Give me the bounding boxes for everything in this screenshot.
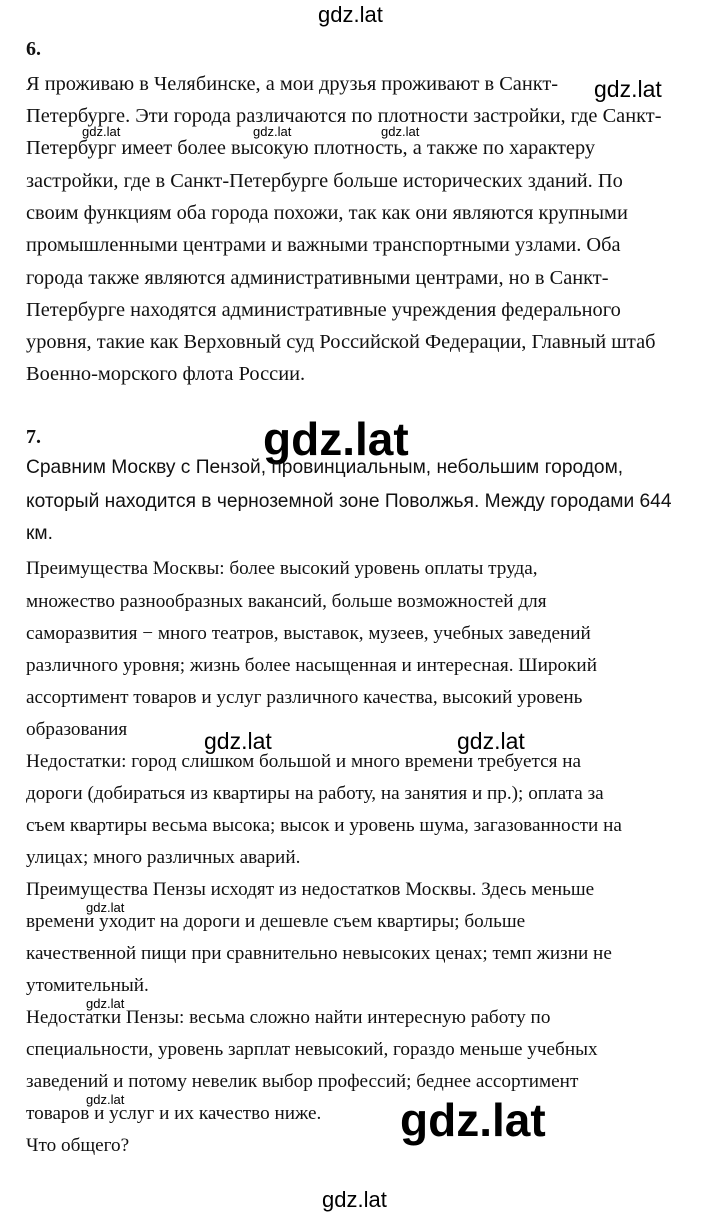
section-7-number: 7.	[26, 426, 41, 448]
paragraph-line: образования	[26, 719, 128, 740]
paragraph-line: времени уходит на дороги и дешевле съем квартиры; больше	[26, 911, 526, 932]
watermark: gdz.lat	[457, 728, 525, 754]
watermark: gdz.lat	[594, 76, 662, 102]
paragraph-line: Сравним Москву с Пензой, провинциальным, небольшим городом,	[26, 457, 624, 478]
watermark-top: gdz.lat	[318, 2, 383, 27]
watermark-large: gdz.lat	[263, 413, 409, 465]
paragraph-line: дороги (добираться из квартиры на работу, на занятия и пр.); оплата за	[26, 783, 604, 804]
section-6-number: 6.	[26, 38, 41, 60]
paragraph-line: Недостатки: город слишком большой и много времени требуется на	[26, 751, 582, 772]
paragraph-line: улицах; много различных аварий.	[26, 847, 301, 868]
paragraph-line: промышленными центрами и важными транспортными узлами. Оба	[26, 234, 621, 256]
watermark: gdz.lat	[86, 996, 125, 1011]
watermark: gdz.lat	[253, 124, 292, 139]
paragraph-line: специальности, уровень зарплат невысокий, гораздо меньше учебных	[26, 1039, 598, 1060]
paragraph-line: Что общего?	[26, 1135, 130, 1156]
paragraph-line: ассортимент товаров и услуг различного качества, высокий уровень	[26, 687, 583, 708]
paragraph-line: Преимущества Пензы исходят из недостатков Москвы. Здесь меньше	[26, 879, 595, 900]
paragraph-line: своим функциям оба города похожи, так как они являются крупными	[26, 202, 628, 224]
watermark: gdz.lat	[82, 124, 121, 139]
paragraph-line: саморазвития − много театров, выставок, музеев, учебных заведений	[26, 623, 591, 644]
watermark: gdz.lat	[204, 728, 272, 754]
paragraph-line: различного уровня; жизнь более насыщенная и интересная. Широкий	[26, 655, 597, 676]
paragraph-line: Военно-морского флота России.	[26, 363, 306, 385]
watermark-large: gdz.lat	[400, 1094, 546, 1146]
paragraph-line: съем квартиры весьма высока; высок и уровень шума, загазованности на	[26, 815, 622, 836]
paragraph-line: качественной пищи при сравнительно невысоких ценах; темп жизни не	[26, 943, 612, 964]
paragraph-line: Петербурге. Эти города различаются по плотности застройки, где Санкт-	[26, 105, 662, 127]
watermark: gdz.lat	[86, 1092, 125, 1107]
paragraph-line: Петербурге находятся административные учреждения федерального	[26, 299, 621, 321]
paragraph-line: км.	[26, 523, 53, 544]
paragraph-line: утомительный.	[26, 975, 149, 996]
paragraph-line: заведений и потому невелик выбор профессий; беднее ассортимент	[26, 1071, 579, 1092]
paragraph-line: Я проживаю в Челябинске, а мои друзья проживают в Санкт-	[26, 73, 559, 95]
paragraph-line: города также являются административными центрами, но в Санкт-	[26, 267, 609, 289]
paragraph-line: который находится в черноземной зоне Поволжья. Между городами 644	[26, 491, 672, 512]
paragraph-line: множество разнообразных вакансий, больше возможностей для	[26, 591, 547, 612]
watermark-bottom: gdz.lat	[322, 1187, 387, 1212]
paragraph-line: Преимущества Москвы: более высокий уровень оплаты труда,	[26, 558, 538, 579]
paragraph-line: уровня, такие как Верховный суд Российской Федерации, Главный штаб	[26, 331, 656, 353]
paragraph-line: Петербург имеет более высокую плотность, а также по характеру	[26, 137, 596, 159]
paragraph-line: застройки, где в Санкт-Петербурге больше исторических зданий. По	[26, 170, 623, 192]
watermark: gdz.lat	[381, 124, 420, 139]
paragraph-line: товаров и услуг и их качество ниже.	[26, 1103, 322, 1124]
watermark: gdz.lat	[86, 900, 125, 915]
paragraph-line: Недостатки Пензы: весьма сложно найти интересную работу по	[26, 1007, 551, 1028]
